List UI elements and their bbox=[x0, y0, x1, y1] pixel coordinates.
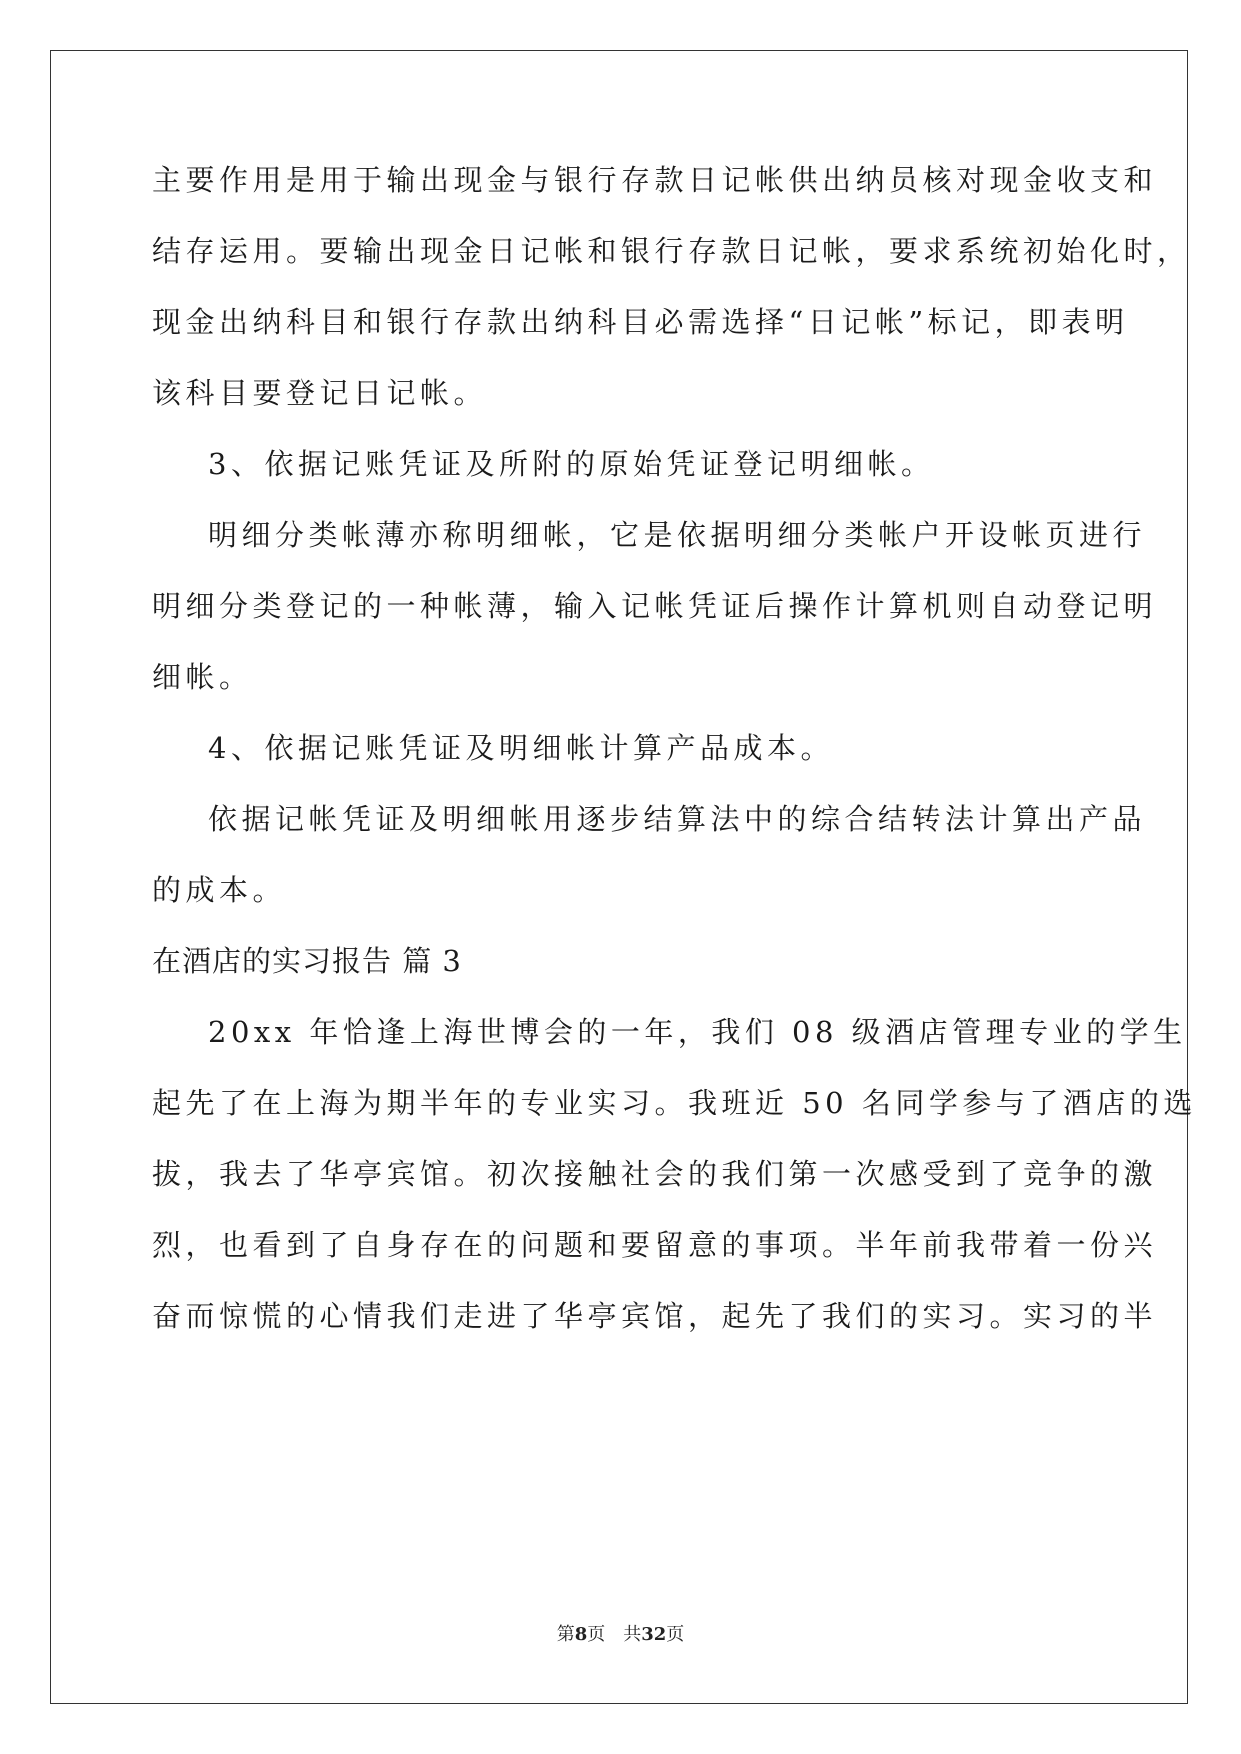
paragraph-line: 起先了在上海为期半年的专业实习。我班近 50 名同学参与了酒店的选 bbox=[152, 1086, 1197, 1120]
list-item-heading: 3、依据记账凭证及所附的原始凭证登记明细帐。 bbox=[208, 447, 935, 481]
paragraph-line: 拔，我去了华亭宾馆。初次接触社会的我们第一次感受到了竞争的激 bbox=[152, 1157, 1158, 1191]
paragraph-line: 的成本。 bbox=[152, 873, 287, 907]
paragraph-line: 现金出纳科目和银行存款出纳科目必需选择“日记帐”标记，即表明 bbox=[152, 305, 1129, 339]
paragraph-line: 主要作用是用于输出现金与银行存款日记帐供出纳员核对现金收支和 bbox=[152, 163, 1158, 197]
paragraph-line: 20xx 年恰逢上海世博会的一年，我们 08 级酒店管理专业的学生 bbox=[208, 1015, 1187, 1049]
paragraph-line: 结存运用。要输出现金日记帐和银行存款日记帐，要求系统初始化时， bbox=[152, 234, 1191, 268]
section-title: 在酒店的实习报告 篇 3 bbox=[152, 944, 462, 978]
footer-suffix: 页 bbox=[666, 1624, 685, 1645]
total-page-count: 32 bbox=[641, 1624, 667, 1645]
page-footer bbox=[0, 1623, 1241, 1647]
paragraph-line: 依据记帐凭证及明细帐用逐步结算法中的综合结转法计算出产品 bbox=[208, 802, 1147, 836]
paragraph-line: 该科目要登记日记帐。 bbox=[152, 376, 488, 410]
paragraph-line: 明细分类帐薄亦称明细帐，它是依据明细分类帐户开设帐页进行 bbox=[208, 518, 1147, 552]
current-page-number: 8 bbox=[574, 1624, 588, 1645]
paragraph-line: 细帐。 bbox=[152, 660, 253, 694]
paragraph-line: 明细分类登记的一种帐薄，输入记帐凭证后操作计算机则自动登记明 bbox=[152, 589, 1158, 623]
footer-middle: 页 共 bbox=[587, 1624, 642, 1645]
paragraph-line: 奋而惊慌的心情我们走进了华亭宾馆，起先了我们的实习。实习的半 bbox=[152, 1299, 1158, 1333]
list-item-heading: 4、依据记账凭证及明细帐计算产品成本。 bbox=[208, 731, 834, 765]
paragraph-line: 烈，也看到了自身存在的问题和要留意的事项。半年前我带着一份兴 bbox=[152, 1228, 1158, 1262]
footer-prefix: 第 bbox=[556, 1624, 575, 1645]
